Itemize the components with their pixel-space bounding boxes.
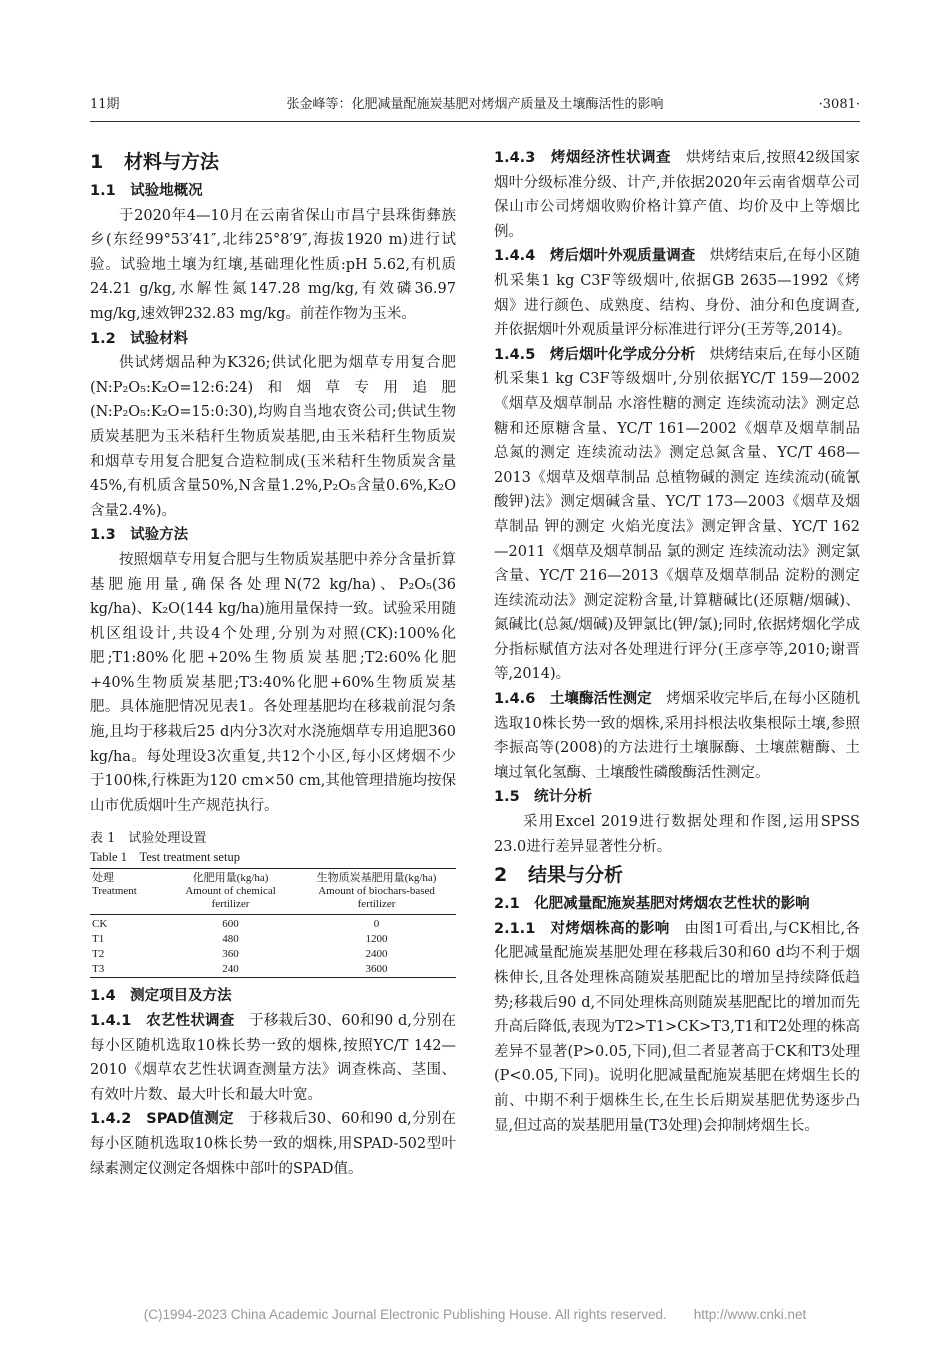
heading-1-4: 1.4 测定项目及方法	[90, 988, 232, 1005]
heading-1-2: 1.2 试验材料	[90, 330, 189, 347]
paragraph-1-4-3: 1.4.3 烤烟经济性状调查 烘烤结束后,按照42级国家烟叶分级标准分级、计产,并依据2020年云南省烟草公司保山市公司烤烟收购价格计算产值、均价及中上等烟比例。	[494, 150, 860, 240]
heading-1-1: 1.1 试验地概况	[90, 183, 203, 199]
section-1-heading: 1 材料与方法	[90, 151, 220, 173]
paragraph-1-4-2: 1.4.2 SPAD值测定 于移栽后30、60和90 d,分别在每小区随机选取10株长势一致的烟株,用SPAD-502型叶绿素测定仪测定各烟株中部叶的SPAD值。	[90, 1111, 457, 1177]
page-number: ·3081·	[818, 97, 860, 112]
heading-1-5: 1.5 统计分析	[494, 789, 593, 806]
table-1-caption-en: Table 1 Test treatment setup	[90, 850, 240, 865]
table-row: CK 600 0	[92, 918, 380, 931]
copyright-footer: (C)1994-2023 China Academic Journal Electronic Publishing House. All rights reserved. http://www.cnki.net	[143, 1307, 807, 1322]
running-title: 张金峰等：化肥减量配施炭基肥对烤烟产质量及土壤酶活性的影响	[286, 97, 664, 112]
paragraph-1-5: 采用Excel 2019进行数据处理和作图,运用SPSS 23.0进行差异显著性分析。	[494, 814, 860, 855]
heading-1-3: 1.3 试验方法	[90, 527, 189, 544]
table-header-row	[90, 869, 456, 915]
issue-number: 11期	[90, 97, 120, 112]
table-header-chemical: 化肥用量(kg/ha) Amount of chemical fertilizer	[185, 872, 276, 911]
paragraph-1-3: 按照烟草专用复合肥与生物质炭基肥中养分含量折算基肥施用量,确保各处理N(72 kg/ha)、P₂O₅(36 kg/ha)、K₂O(144 kg/ha)施用量保持一致。试验采用随机区组设计,共设4个处理,分别为对照(CK):100%化肥;T1:80%化肥+20%生物质炭基肥;T2:60%化肥+40%生物质炭基肥;T3:40%化肥+60%生物质炭基肥。具体施肥情况见表1。各处理基肥均在移栽前混匀条施,且均于移栽后25 d内分3次对水浇施烟草专用追肥360 kg/ha。每处理设3次重复,共12个小区,每小区烤烟不少于100株,行株距为120 cm×50 cm,其他管理措施均按保山市优质烟叶生产规范执行。	[90, 551, 456, 814]
paragraph-1-4-1: 1.4.1 农艺性状调查 于移栽后30、60和90 d,分别在每小区随机选取10株长势一致的烟株,按照YC/T 142—2010《烟草农艺性状调查测量方法》调查株高、茎围、有效叶片数、最大叶长和最大叶宽。	[90, 1013, 457, 1103]
left-column	[90, 146, 456, 1181]
paragraph-1-1: 于2020年4—10月在云南省保山市昌宁县珠街彝族乡(东经99°53′41″,北纬25°8′9″,海拔1920 m)进行试验。试验地土壤为红壤,基础理化性质:pH 5.62,有机质24.21 g/kg,水解性氮147.28 mg/kg,有效磷36.97 mg/kg,速效钾232.83 mg/kg。前茬作物为玉米。	[90, 207, 456, 322]
header-rule	[90, 121, 860, 122]
paragraph-1-2: 供试烤烟品种为K326;供试化肥为烟草专用复合肥(N:P₂O₅:K₂O=12:6:24)和烟草专用追肥(N:P₂O₅:K₂O=15:0:30),均购自当地农资公司;供试生物质炭基肥为玉米秸秆生物质炭基肥,由玉米秸秆生物质炭和烟草专用复合肥复合造粒制成(玉米秸秆生物质炭含量45%,有机质含量50%,N含量1.2%,P₂O₅含量0.6%,K₂O含量2.4%)。	[90, 355, 456, 519]
table-row: T2 360 2400	[92, 948, 388, 961]
paragraph-2-1-1: 2.1.1 对烤烟株高的影响 由图1可看出,与CK相比,各化肥减量配施炭基肥处理在移栽后30和60 d均不利于烟株伸长,且各处理株高随炭基肥配比的增加呈持续降低趋势;移栽后90 d,不同处理株高则随炭基肥配比的增加而先升高后降低,表现为T2>T1>CK>T3,T1和T2处理的株高差异不显著(P>0.05,下同),但二者显著高于CK和T3处理(P<0.05,下同)。说明化肥减量配施炭基肥在烤烟生长的前、中期不利于烟株生长,在生长后期炭基肥优势逐步凸显,但过高的炭基肥用量(T3处理)会抑制烤烟生长。	[494, 920, 860, 1134]
table-1-caption-cn: 表 1 试验处理设置	[90, 831, 207, 847]
table-row: T1 480 1200	[92, 933, 388, 946]
paragraph-1-4-6: 1.4.6 土壤酶活性测定 烤烟采收完毕后,在每小区随机选取10株长势一致的烟株,采用抖根法收集根际土壤,参照李振高等(2008)的方法进行土壤脲酶、土壤蔗糖酶、土壤过氧化氢酶、土壤酸性磷酸酶活性测定。	[494, 691, 861, 781]
heading-2-1: 2.1 化肥减量配施炭基肥对烤烟农艺性状的影响	[494, 896, 810, 913]
table-header-treatment: 处理 Treatment	[92, 872, 137, 898]
right-column	[494, 146, 860, 1138]
table-header-biochar: 生物质炭基肥用量(kg/ha) Amount of biochars-based fertilizer	[316, 872, 437, 911]
section-2-heading: 2 结果与分析	[494, 864, 624, 887]
paragraph-1-4-4: 1.4.4 烤后烟叶外观质量调查 烘烤结束后,在每小区随机采集1 kg C3F等级烟叶,依据GB 2635—1992《烤烟》进行颜色、成熟度、结构、身份、油分和色度调查,并依据烟叶外观质量评分标准进行评分(王芳等,2014)。	[494, 248, 861, 339]
table-1	[90, 868, 456, 978]
table-row: T3 240 3600	[90, 962, 456, 978]
paragraph-1-4-5: 1.4.5 烤后烟叶化学成分分析 烘烤结束后,在每小区随机采集1 kg C3F等级烟叶,分别依据YC/T 159—2002《烟草及烟草制品 水溶性糖的测定 连续流动法》测定总糖和还原糖含量、YC/T 161—2002《烟草及烟草制品 总氮的测定 连续流动法》测定总氮含量、YC/T 468—2013《烟草及烟草制品 总植物碱的测定 连续流动(硫氰酸钾)法》测定烟碱含量、YC/T 173—2003《烟草及烟草制品 钾的测定 火焰光度法》测定钾含量、YC/T 162—2011《烟草及烟草制品 氯的测定 连续流动法》测定氯含量、YC/T 216—2013《烟草及烟草制品 淀粉的测定 连续流动法》测定淀粉含量,计算糖碱比(还原糖/烟碱)、氮碱比(总氮/烟碱)及钾氯比(钾/氯);同时,依据烤烟化学成分指标赋值方法对各处理进行评分(王彦亭等,2010;谢晋等,2014)。	[494, 346, 861, 683]
